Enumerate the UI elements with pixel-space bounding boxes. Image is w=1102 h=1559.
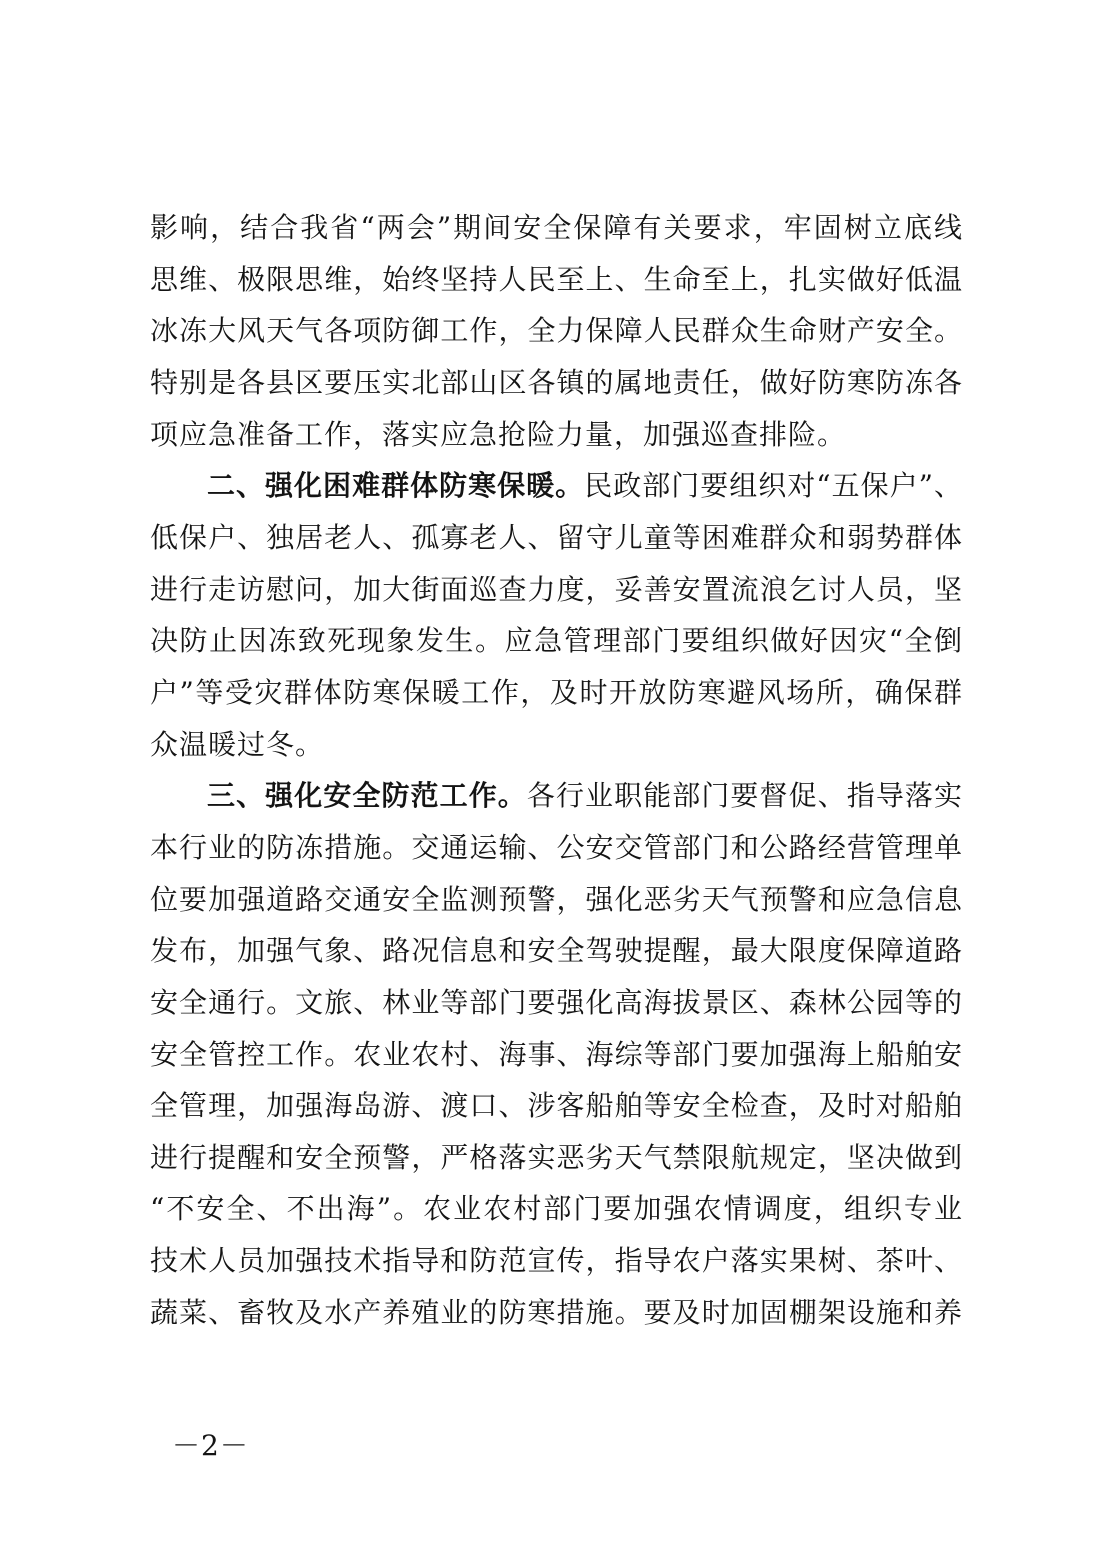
body-line <box>150 770 963 822</box>
body-text: 民政部门要组织对“五保户”、 <box>584 469 963 503</box>
body-line: 思维、极限思维，始终坚持人民至上、生命至上，扎实做好低温 <box>150 262 963 296</box>
paragraph <box>150 770 963 1338</box>
body-line: 户”等受灾群体防寒保暖工作，及时开放防寒避风场所，确保群 <box>150 675 963 709</box>
body-line: “不安全、不出海”。农业农村部门要加强农情调度，组织专业 <box>150 1192 963 1226</box>
paragraph <box>150 202 963 460</box>
document-body <box>150 202 963 1338</box>
body-line: 技术人员加强技术指导和防范宣传，指导农户落实果树、茶叶、 <box>150 1244 963 1278</box>
body-line: 决防止因冻致死现象发生。应急管理部门要组织做好因灾“全倒 <box>150 624 963 658</box>
body-line: 安全通行。文旅、林业等部门要强化高海拔景区、森林公园等的 <box>150 985 963 1019</box>
body-line: 特别是各县区要压实北部山区各镇的属地责任，做好防寒防冻各 <box>150 365 963 399</box>
body-line <box>150 460 963 512</box>
body-line: 影响，结合我省“两会”期间安全保障有关要求，牢固树立底线 <box>150 211 963 244</box>
body-line: 项应急准备工作，落实应急抢险力量，加强巡查排险。 <box>150 417 847 451</box>
body-line: 蔬菜、畜牧及水产养殖业的防寒措施。要及时加固棚架设施和养 <box>150 1295 963 1329</box>
body-line: 众温暖过冬。 <box>150 727 325 761</box>
body-line: 全管理，加强海岛游、渡口、涉客船舶等安全检查，及时对船舶 <box>150 1089 963 1123</box>
body-line: 发布，加强气象、路况信息和安全驾驶提醒，最大限度保障道路 <box>150 934 963 968</box>
page-number: －2－ <box>172 1429 249 1462</box>
paragraph <box>150 460 963 770</box>
body-line: 冰冻大风天气各项防御工作，全力保障人民群众生命财产安全。 <box>150 314 963 348</box>
body-line: 进行走访慰问，加大街面巡查力度，妥善安置流浪乞讨人员，坚 <box>150 572 963 606</box>
body-text: 各行业职能部门要督促、指导落实 <box>526 779 963 813</box>
section-heading: 三、强化安全防范工作。 <box>207 779 527 813</box>
body-line: 进行提醒和安全预警，严格落实恶劣天气禁限航规定，坚决做到 <box>150 1140 963 1174</box>
body-line: 安全管控工作。农业农村、海事、海综等部门要加强海上船舶安 <box>150 1037 963 1071</box>
body-line: 低保户、独居老人、孤寡老人、留守儿童等困难群众和弱势群体 <box>150 520 963 554</box>
body-line: 位要加强道路交通安全监测预警，强化恶劣天气预警和应急信息 <box>150 882 963 916</box>
body-line: 本行业的防冻措施。交通运输、公安交管部门和公路经营管理单 <box>150 830 963 864</box>
section-heading: 二、强化困难群体防寒保暖。 <box>207 469 585 503</box>
